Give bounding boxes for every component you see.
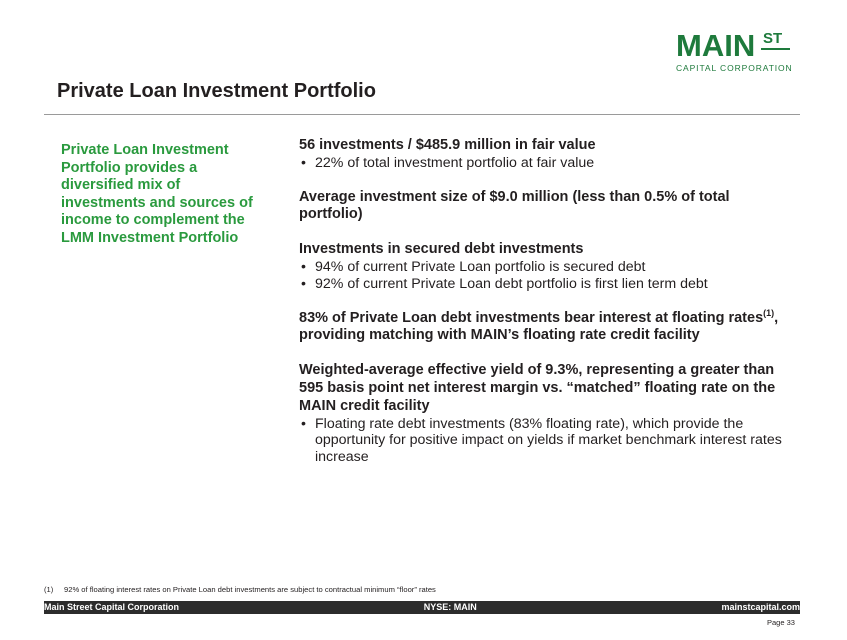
logo-underline bbox=[761, 48, 790, 50]
block-secured-debt bbox=[299, 241, 794, 292]
bullet-item: • 22% of total investment portfolio at fair value bbox=[299, 155, 794, 172]
block-average-size bbox=[299, 189, 794, 225]
page-title: Private Loan Investment Portfolio bbox=[57, 80, 376, 102]
footer-ticker: NYSE: MAIN bbox=[423, 602, 477, 612]
block-heading: 56 investments / $485.9 million in fair value bbox=[299, 137, 596, 153]
block-effective-yield bbox=[299, 362, 794, 466]
bullet-item: • 94% of current Private Loan portfolio is secured debt bbox=[299, 259, 794, 276]
sidebar-summary: Private Loan Investment Portfolio provides a diversified mix of investments and sources of income to complement the LMM Investment Portfolio bbox=[61, 142, 253, 246]
heading-text: 83% of Private Loan debt investments bear interest at floating rates bbox=[299, 309, 764, 326]
heading-text-continued: , providing matching with MAIN’s floating rate credit facility bbox=[299, 309, 779, 344]
footer-company-name: Main Street Capital Corporation bbox=[44, 602, 180, 612]
block-heading: Average investment size of $9.0 million (less than 0.5% of total portfolio) bbox=[299, 188, 730, 223]
footnote-reference: (1) bbox=[763, 307, 775, 318]
block-heading: Weighted-average effective yield of 9.3%, representing a greater than 595 basis point net interest margin vs. “matched” floating rate on the MAIN credit facility bbox=[299, 362, 776, 414]
footnote-text: 92% of floating interest rates on Private Loan debt investments are subject to contractual minimum “floor” rates bbox=[64, 585, 436, 594]
footnote bbox=[44, 585, 436, 594]
bullet-item: • Floating rate debt investments (83% floating rate), which provide the opportunity for positive impact on yields if market benchmark interest rates increase bbox=[299, 416, 794, 466]
logo-superscript: ST bbox=[763, 30, 783, 47]
bullet-item: • 92% of current Private Loan debt portfolio is first lien term debt bbox=[299, 276, 794, 293]
footnote-number: (1) bbox=[44, 585, 54, 594]
logo-wordmark: MAIN bbox=[676, 28, 756, 63]
block-floating-rates bbox=[299, 307, 794, 346]
block-heading bbox=[299, 307, 794, 346]
footer-website: mainstcapital.com bbox=[721, 602, 800, 612]
block-heading: Investments in secured debt investments bbox=[299, 241, 584, 258]
main-street-logo bbox=[676, 30, 794, 74]
page-number: Page 33 bbox=[767, 618, 795, 627]
block-investments-count bbox=[299, 137, 794, 172]
title-divider bbox=[44, 114, 800, 115]
content-column bbox=[299, 137, 794, 483]
footer-bar bbox=[44, 601, 800, 614]
logo-subtitle: CAPITAL CORPORATION bbox=[676, 63, 793, 73]
